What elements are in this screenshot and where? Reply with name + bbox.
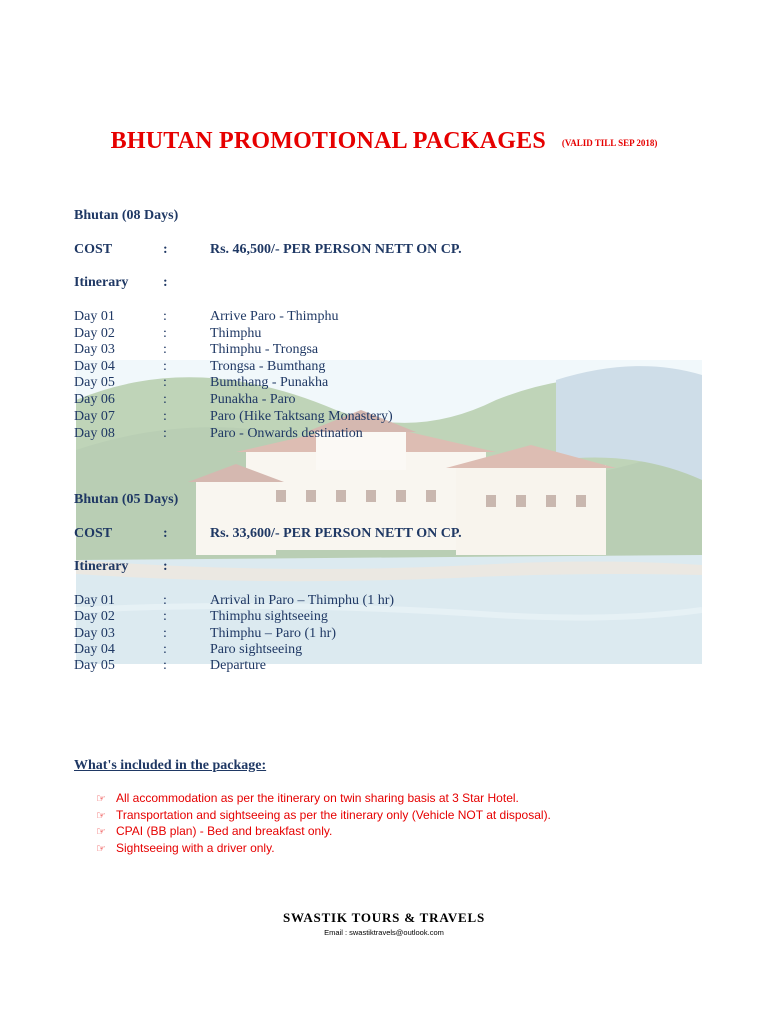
itinerary-desc: Arrival in Paro – Thimphu (1 hr) bbox=[210, 593, 395, 608]
background-photo bbox=[76, 360, 702, 664]
itinerary-day: Day 05 bbox=[74, 658, 115, 673]
package2-cost-separator: : bbox=[163, 526, 168, 541]
itinerary-day: Day 04 bbox=[74, 359, 115, 374]
list-item bbox=[96, 808, 551, 825]
pointing-hand-icon: ☞ bbox=[96, 842, 106, 855]
itinerary-desc: Paro (Hike Taktsang Monastery) bbox=[210, 409, 393, 424]
itinerary-day: Day 01 bbox=[74, 593, 115, 608]
included-item-text: CPAI (BB plan) - Bed and breakfast only. bbox=[116, 824, 333, 838]
page-header bbox=[0, 128, 768, 155]
itinerary-separator: : bbox=[163, 359, 167, 374]
package2-title: Bhutan (05 Days) bbox=[74, 492, 179, 507]
itinerary-separator: : bbox=[163, 642, 167, 657]
package1-cost-separator: : bbox=[163, 242, 168, 257]
list-item bbox=[96, 841, 551, 858]
itinerary-separator: : bbox=[163, 326, 167, 341]
pointing-hand-icon: ☞ bbox=[96, 793, 106, 805]
included-item-text: Sightseeing with a driver only. bbox=[116, 840, 275, 855]
package1-itinerary-label: Itinerary bbox=[74, 275, 129, 290]
itinerary-day: Day 07 bbox=[74, 409, 115, 424]
page-subtitle: (VALID TILL SEP 2018) bbox=[561, 138, 658, 148]
itinerary-day: Day 03 bbox=[74, 626, 115, 641]
itinerary-separator: : bbox=[163, 392, 167, 407]
page-title: BHUTAN PROMOTIONAL PACKAGES bbox=[110, 128, 546, 154]
itinerary-day: Day 02 bbox=[74, 609, 115, 624]
itinerary-separator: : bbox=[163, 409, 167, 424]
package2-cost-label: COST bbox=[74, 526, 113, 541]
itinerary-desc: Thimphu – Paro (1 hr) bbox=[210, 626, 336, 641]
package1-title: Bhutan (08 Days) bbox=[74, 208, 179, 223]
itinerary-separator: : bbox=[163, 626, 167, 641]
itinerary-desc: Paro sightseeing bbox=[210, 642, 303, 657]
pointing-hand-icon: ☞ bbox=[96, 809, 106, 822]
itinerary-desc: Punakha - Paro bbox=[210, 392, 296, 407]
itinerary-desc: Thimphu sightseeing bbox=[210, 609, 328, 624]
itinerary-day: Day 03 bbox=[74, 342, 115, 357]
itinerary-separator: : bbox=[163, 342, 167, 357]
included-item-text: All accommodation as per the itinerary on twin sharing basis at 3 Star Hotel. bbox=[116, 791, 519, 805]
itinerary-separator: : bbox=[163, 309, 167, 324]
itinerary-desc: Thimphu - Trongsa bbox=[210, 342, 319, 357]
list-item bbox=[96, 824, 551, 841]
itinerary-day: Day 06 bbox=[74, 392, 115, 407]
itinerary-day: Day 04 bbox=[74, 642, 115, 657]
itinerary-day: Day 08 bbox=[74, 426, 115, 441]
itinerary-day: Day 02 bbox=[74, 326, 115, 341]
included-heading: What's included in the package: bbox=[74, 758, 267, 773]
package2-itinerary-separator: : bbox=[163, 559, 168, 574]
itinerary-desc: Trongsa - Bumthang bbox=[210, 359, 326, 374]
company-email: Email : swastiktravels@outlook.com bbox=[324, 928, 444, 937]
itinerary-desc: Paro - Onwards destination bbox=[210, 426, 363, 441]
itinerary-separator: : bbox=[163, 593, 167, 608]
itinerary-day: Day 05 bbox=[74, 375, 115, 390]
company-name: SWASTIK TOURS & TRAVELS bbox=[282, 910, 486, 925]
itinerary-day: Day 01 bbox=[74, 309, 115, 324]
itinerary-desc: Departure bbox=[210, 658, 266, 673]
included-item-text: Transportation and sightseeing as per the itinerary only (Vehicle NOT at disposal). bbox=[116, 807, 551, 822]
list-item bbox=[96, 791, 551, 808]
itinerary-desc: Thimphu bbox=[210, 326, 262, 341]
itinerary-separator: : bbox=[163, 658, 167, 673]
itinerary-separator: : bbox=[163, 609, 167, 624]
pointing-hand-icon: ☞ bbox=[96, 826, 106, 838]
package1-cost-label: COST bbox=[74, 242, 113, 257]
package1-itinerary-separator: : bbox=[163, 275, 168, 290]
itinerary-desc: Bumthang - Punakha bbox=[210, 375, 329, 390]
package2-itinerary-label: Itinerary bbox=[74, 559, 129, 574]
package1-cost-value: Rs. 46,500/- PER PERSON NETT ON CP. bbox=[210, 242, 462, 257]
itinerary-separator: : bbox=[163, 375, 167, 390]
package2-cost-value: Rs. 33,600/- PER PERSON NETT ON CP. bbox=[210, 526, 462, 541]
included-list bbox=[96, 791, 551, 857]
itinerary-desc: Arrive Paro - Thimphu bbox=[210, 309, 339, 324]
itinerary-separator: : bbox=[163, 426, 167, 441]
